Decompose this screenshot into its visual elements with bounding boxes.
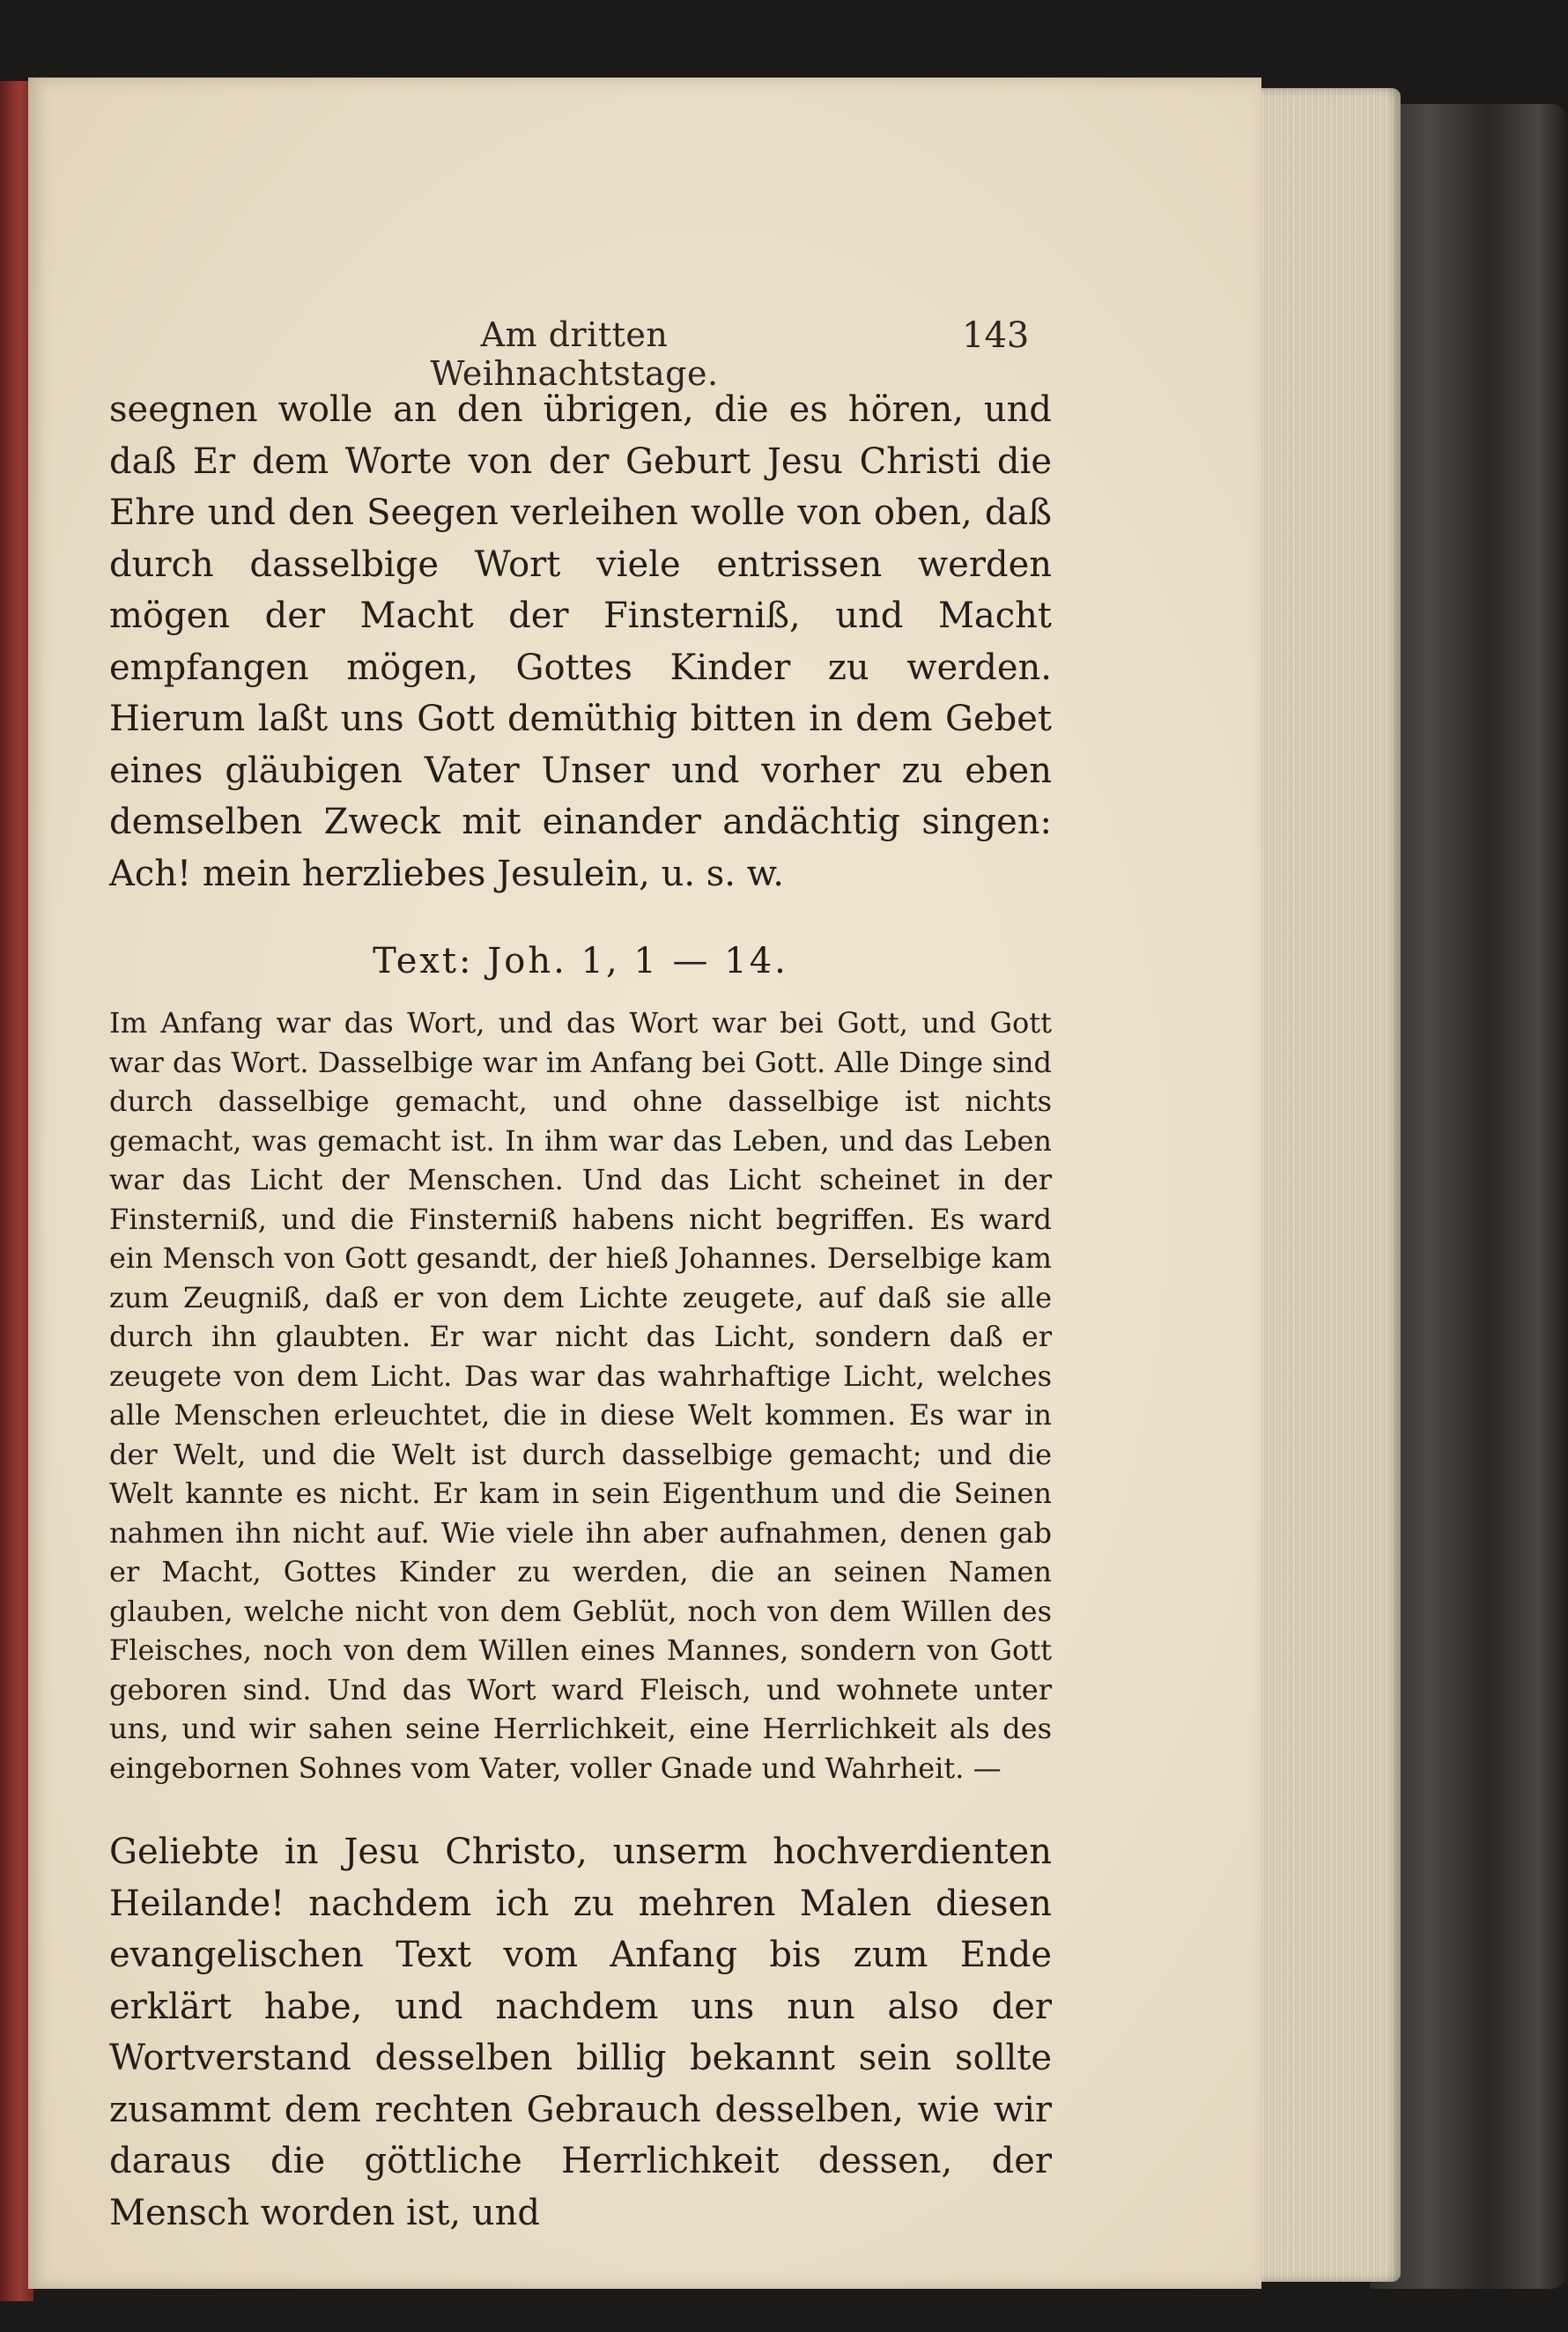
text-block: [109, 384, 1052, 2239]
running-head: [28, 315, 1261, 393]
page-edges: [1246, 88, 1401, 2282]
paragraph-intro: seegnen wolle an den übrigen, die es hören, und daß Er dem Worte von der Geburt Jesu Christi die Ehre und den Seegen verleihen wolle von oben, daß durch dasselbige Wort viele entrissen werden mögen der Macht der Finsterniß, und Macht empfangen mögen, Gottes Kinder zu werden. Hierum laßt uns Gott demüthig bitten in dem Gebet eines gläubigen Vater Unser und vorher zu eben demselben Zweck mit einander andächtig singen: Ach! mein herzliebes Jesulein, u. s. w.: [109, 389, 1052, 894]
book-page: [28, 78, 1261, 2289]
page-number: 143: [962, 315, 1030, 356]
paragraph-sermon: Geliebte in Jesu Christo, unserm hochverdienten Heilande! nachdem ich zu mehren Malen diesen evangelischen Text vom Anfang bis zum Ende erklärt habe, und nachdem uns nun also der Wortverstand desselben billig bekannt sein sollte zusammt dem rechten Gebrauch desselben, wie wir daraus die göttliche Herrlichkeit dessen, der Mensch worden ist, und: [109, 1832, 1052, 2233]
scripture-quote: Im Anfang war das Wort, und das Wort war bei Gott, und Gott war das Wort. Dasselbige war im Anfang bei Gott. Alle Dinge sind durch dasselbige gemacht, und ohne dasselbige ist nichts gemacht, was gemacht ist. In ihm war das Leben, und das Leben war das Licht der Menschen. Und das Licht scheinet in der Finsterniß, und die Finsterniß habens nicht begriffen. Es ward ein Mensch von Gott gesandt, der hieß Johannes. Derselbige kam zum Zeugniß, daß er von dem Lichte zeugete, auf daß sie alle durch ihn glaubten. Er war nicht das Licht, sondern daß er zeugete von dem Licht. Das war das wahrhaftige Licht, welches alle Menschen erleuchtet, die in diese Welt kommen. Es war in der Welt, und die Welt ist durch dasselbige gemacht; und die Welt kannte es nicht. Er kam in sein Eigenthum und die Seinen nahmen ihn nicht auf. Wie viele ihn aber aufnahmen, denen gab er Macht, Gottes Kinder zu werden, die an seinen Namen glauben, welche nicht von dem Geblüt, noch von dem Willen des Fleisches, noch von dem Willen eines Mannes, sondern von Gott geboren sind. Und das Wort ward Fleisch, und wohnete unter uns, und wir sahen seine Herrlichkeit, eine Herrlichkeit als des eingebornen Sohnes vom Vater, voller Gnade und Wahrheit. —: [109, 1006, 1052, 1785]
scripture-heading: Text: Joh. 1, 1 — 14.: [373, 941, 788, 981]
running-head-title: Am dritten Weihnachtstage.: [430, 315, 719, 393]
